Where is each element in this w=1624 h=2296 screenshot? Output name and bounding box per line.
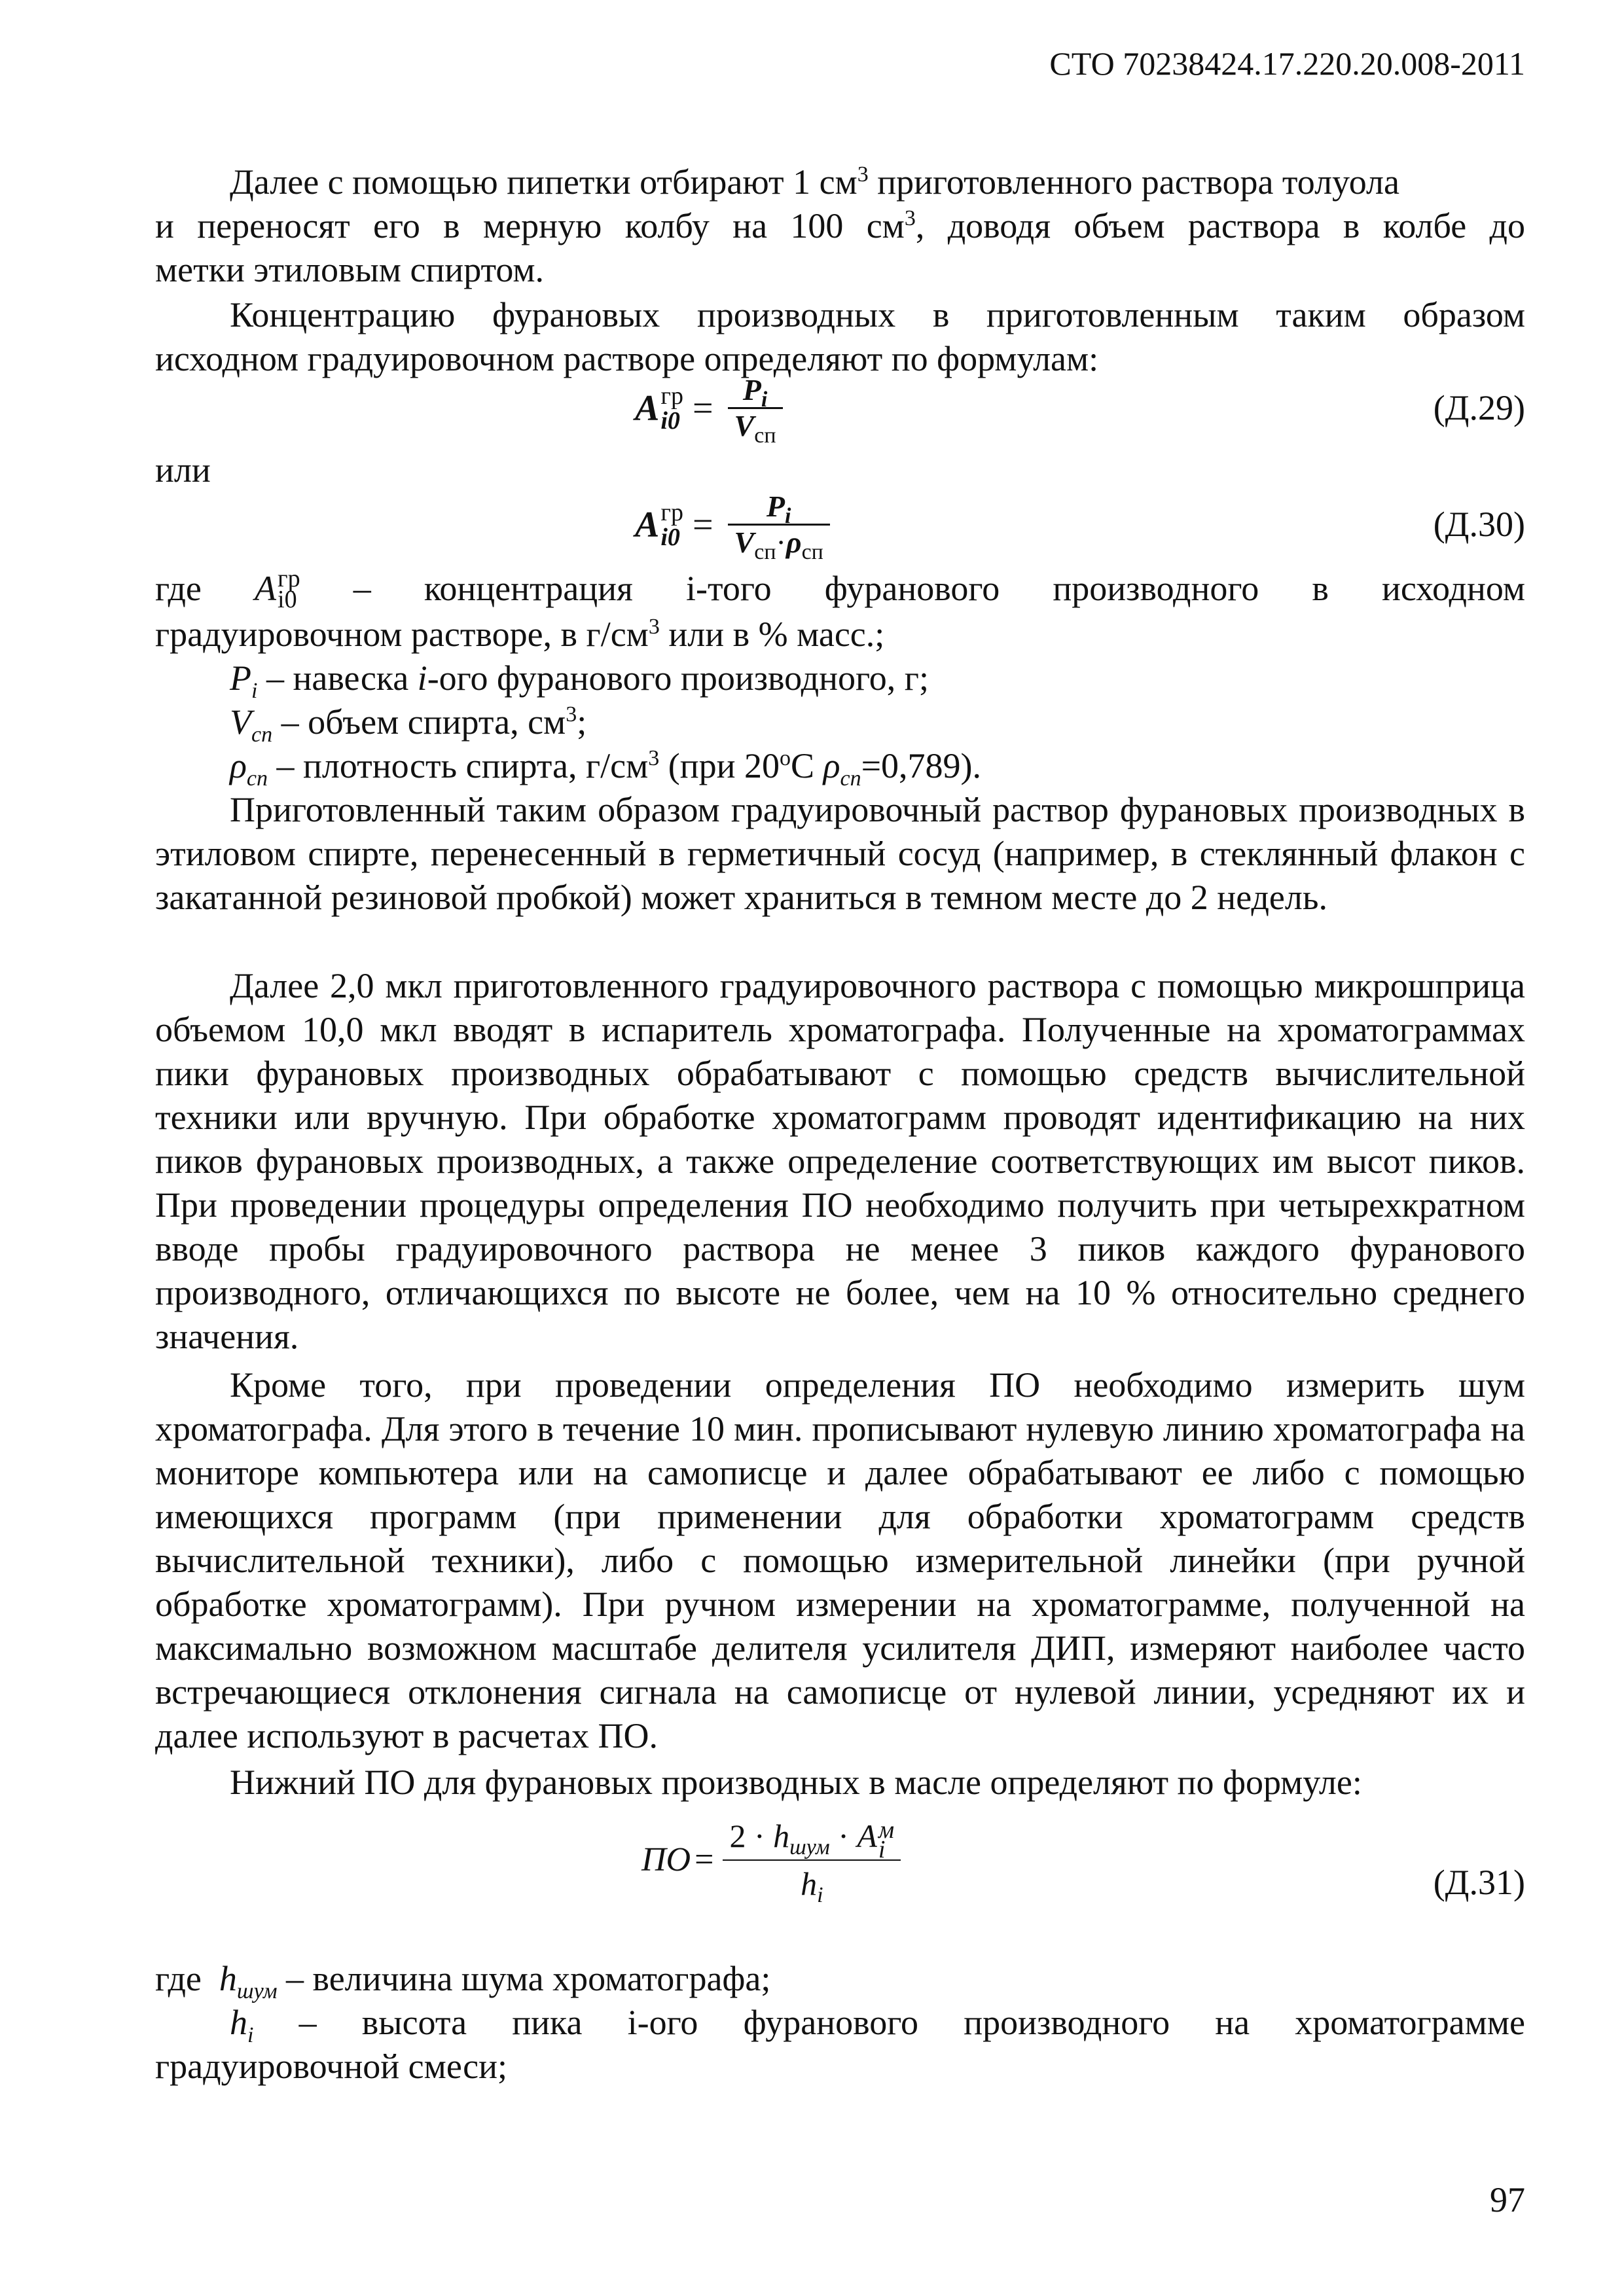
definition-v: $V_{сп}$ – объем спирта, $см^3$; [230, 702, 587, 747]
formula-d29: A гр i0 = $\frac{P_i}{V_{сп}}$ [635, 373, 788, 443]
definition-a-line-2: градуировочном растворе, в $г/см^3$ или в % масс.; [155, 615, 885, 654]
definition-h-noise: где $h_{шум}$ – величина шума хроматографа; [155, 1959, 771, 2003]
paragraph-3: Приготовленный таким образом градуировочный раствор фурановых производных в этиловом спирте, перенесенный в герметичный сосуд (например, в стеклянный флакон с закатанной резиновой пробкой) может храниться в темном месте до 2 недель. [155, 790, 1525, 917]
formula-d30: A гр i0 = $\frac{P_i}{V_{сп}\cdot\rho_{сп}}$ [635, 490, 835, 560]
paragraph-6: Нижний ПО для фурановых производных в масле определяют по формуле: [230, 1763, 1362, 1802]
paragraph-1-line-3: метки этиловым спиртом. [155, 250, 545, 289]
paragraph-5: Кроме того, при проведении определения ПО необходимо измерить шум хроматографа. Для этого в течение 10 мин. прописывают нулевую линию хроматографа на мониторе компьютера или на самописце и далее обрабатывают ее либо с помощью имеющихся программ (при применении для обработки хроматограмм средств вычислительной техники), либо с помощью измерительной линейки (при ручной обработке хроматограмм). При ручном измерении на хроматограмме, полученной на максимально возможном масштабе делителя усилителя ДИП, измеряют наиболее часто встречающиеся отклонения сигнала на самописце от нулевой линии, усредняют их и далее используют в расчетах ПО. [155, 1365, 1525, 1755]
connector-or: или [155, 450, 211, 490]
formula-d31: ПО = $2 \cdot h_{шум} \cdot A$ м i $h_i$ [641, 1813, 906, 1907]
definition-h-i-line-2: градуировочной смеси; [155, 2047, 507, 2086]
definition-p: $P_i$ – навеска i-ого фуранового производного, г; [230, 658, 929, 703]
equation-number-d29: (Д.29) [1433, 388, 1525, 427]
paragraph-1-line-1: Далее с помощью пипетки отбирают 1 $см^3$ приготовленного раствора толуола [230, 162, 1399, 202]
paragraph-4: Далее 2,0 мкл приготовленного градуировочного раствора с помощью микрошприца объемом 10,0 мкл вводят в испаритель хроматографа. Полученные на хроматограммах пики фурановых производных обрабатывают с помощью средств вычислительной техники или вручную. При обработке хроматограмм проводят идентификацию на них пиков фурановых производных, а также определение соответствующих им высот пиков. При проведении процедуры определения ПО необходимо получить при четырехкратном вводе пробы градуировочного раствора не менее 3 пиков каждого фуранового производного, отличающихся по высоте не более, чем на 10 % относительно среднего значения. [155, 966, 1525, 1356]
definition-a-line-1: где A гр i0 – концентрация i-того фуранового производного в исходном [155, 564, 1525, 613]
paragraph-2-line-2: исходном градуировочном растворе определяют по формулам: [155, 339, 1099, 378]
definition-h-i-line-1: $h_i$ – высота пика i-ого фуранового производного на хроматограмме [230, 2003, 1525, 2047]
document-code: СТО 70238424.17.220.20.008-2011 [1049, 45, 1525, 82]
equation-number-d30: (Д.30) [1433, 505, 1525, 544]
equation-number-d31: (Д.31) [1433, 1863, 1525, 1902]
definition-rho: $\rho_{сп}$ – плотность спирта, $г/см^3$ (при 20$^o$С $\rho_{сп}=0,789$). [230, 746, 982, 791]
page-number: 97 [1490, 2180, 1525, 2219]
paragraph-2-line-1: Концентрацию фурановых производных в приготовленным таким образом [230, 295, 1525, 334]
paragraph-1-line-2: и переносят его в мерную колбу на 100 $см^3$, доводя объем раствора в колбе до [155, 206, 1525, 245]
